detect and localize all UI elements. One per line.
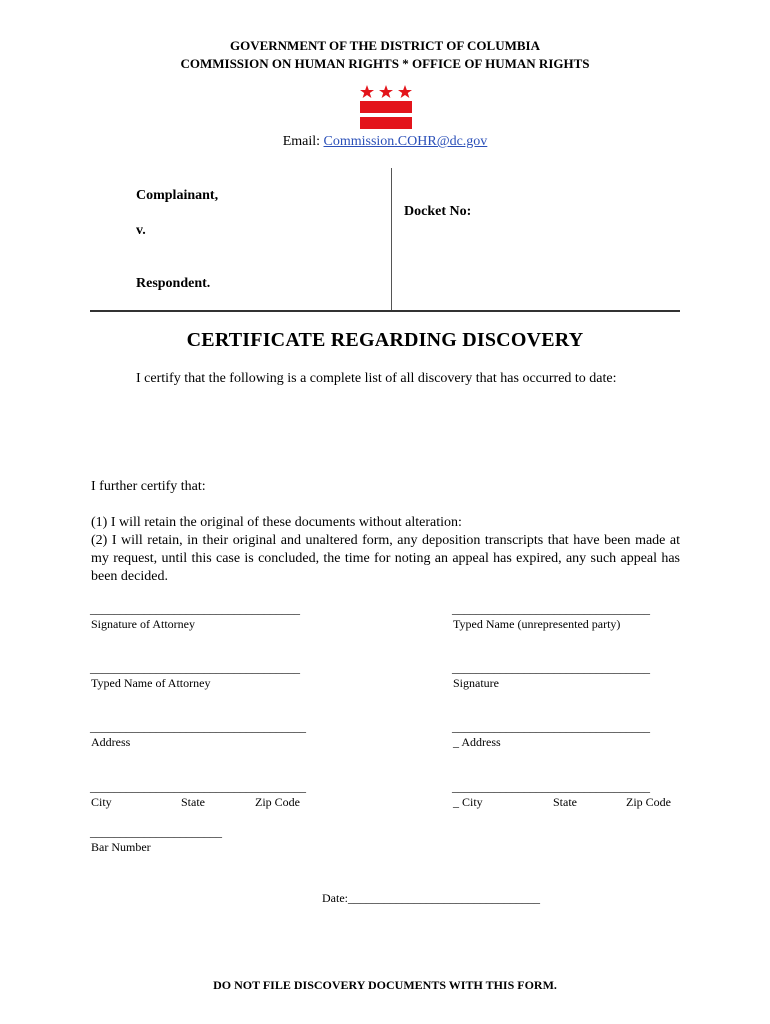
- respondent-label: Respondent.: [136, 276, 211, 291]
- party-address-label: _ Address: [453, 735, 501, 749]
- certify-line: I certify that the following is a complete list of all discovery that has occurred to date:: [136, 371, 617, 386]
- party-city-state-zip-line[interactable]: _________________________________: [452, 780, 650, 794]
- attorney-city-state-zip-line[interactable]: ____________________________________: [90, 780, 306, 794]
- attorney-address-line[interactable]: ____________________________________: [90, 720, 306, 734]
- bar-number-line[interactable]: ______________________: [90, 825, 222, 839]
- date-line[interactable]: ________________________________: [348, 891, 540, 905]
- party-typed-name-label: Typed Name (unrepresented party): [453, 617, 621, 631]
- email-label: Email:: [282, 134, 324, 149]
- party-state-label: State: [553, 795, 577, 809]
- header-line-2: COMMISSION ON HUMAN RIGHTS * OFFICE OF HUMAN RIGHTS: [180, 56, 590, 71]
- attorney-address-label: Address: [91, 735, 131, 749]
- date-field[interactable]: [316, 876, 540, 906]
- complainant-label: Complainant,: [136, 188, 219, 203]
- caption-divider-vertical: [391, 168, 392, 310]
- date-label: Date:: [322, 891, 348, 905]
- attorney-signature-line[interactable]: ___________________________________: [90, 602, 300, 616]
- party-zip-label: Zip Code: [626, 795, 671, 809]
- item-2: (2) I will retain, in their original and unaltered form, any deposition transcripts that have been made at my request, until this case is concluded, the time for noting an appeal has expired, any such appeal has been decided.: [91, 533, 680, 584]
- attorney-typed-name-line[interactable]: ___________________________________: [90, 661, 300, 675]
- attorney-typed-name-label: Typed Name of Attorney: [91, 676, 211, 690]
- header-line-1: GOVERNMENT OF THE DISTRICT OF COLUMBIA: [229, 38, 540, 53]
- caption-divider-horizontal: [90, 310, 680, 312]
- party-signature-label: Signature: [453, 676, 499, 690]
- footer-notice: DO NOT FILE DISCOVERY DOCUMENTS WITH THIS FORM.: [213, 978, 557, 992]
- item-1: (1) I will retain the original of these documents without alteration:: [91, 515, 462, 530]
- versus-label: v.: [136, 223, 146, 238]
- further-certify-line: I further certify that:: [91, 479, 206, 494]
- attorney-city-label: City: [91, 795, 112, 809]
- attorney-signature-label: Signature of Attorney: [91, 617, 195, 631]
- email-line: [0, 134, 770, 150]
- bar-number-label: Bar Number: [91, 840, 151, 854]
- party-signature-line[interactable]: _________________________________: [452, 661, 650, 675]
- docket-label: Docket No:: [404, 204, 472, 219]
- dc-flag-icon: [358, 84, 414, 130]
- party-address-line[interactable]: _________________________________: [452, 720, 650, 734]
- party-city-label: _ City: [453, 795, 483, 809]
- email-link[interactable]: Commission.COHR@dc.gov: [323, 134, 488, 149]
- attorney-zip-label: Zip Code: [255, 795, 300, 809]
- attorney-state-label: State: [181, 795, 205, 809]
- party-typed-name-line[interactable]: _________________________________: [452, 602, 650, 616]
- page-title: CERTIFICATE REGARDING DISCOVERY: [186, 329, 584, 351]
